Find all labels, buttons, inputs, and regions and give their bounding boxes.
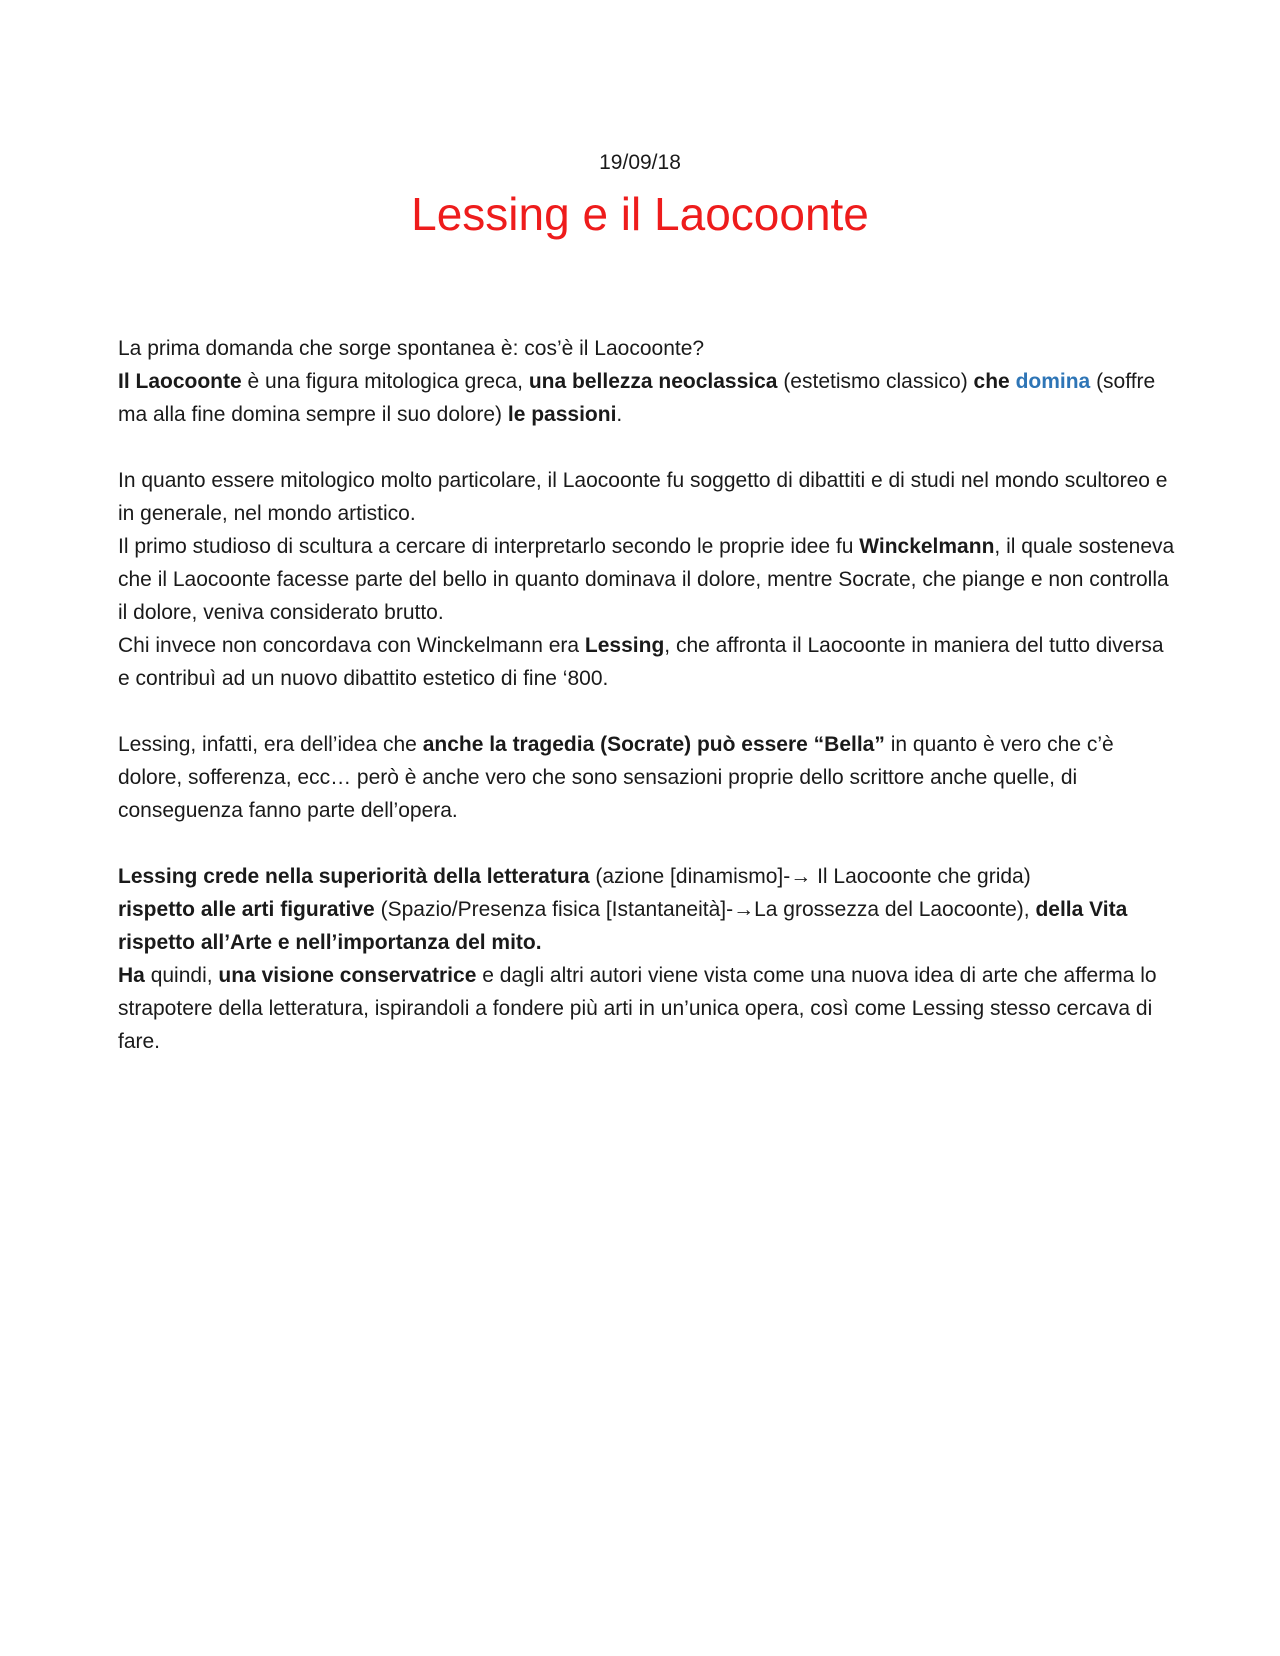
bold-text: che [973,370,1016,393]
text-run: (soffre ma alla fine domina sempre il suo dolore) [118,370,1156,426]
text-run: e dagli altri autori viene vista come una nuova idea di arte che afferma lo strapotere della letteratura, ispirandoli a fondere più arti in un’unica opera, così come Lessing stesso cercava di fare. [118,964,1157,1053]
text-run: (Spazio/Presenza fisica [Istantaneità]-→La grossezza del Laocoonte), [374,898,1036,921]
text-run: è una figura mitologica greca, [241,370,529,393]
paragraph-conservative-vision [118,959,1178,1058]
paragraph-figurative-arts [118,893,1178,959]
bold-text: della Vita rispetto all’Arte e nell’importanza del mito. [118,898,1128,954]
text-run: . [616,403,623,426]
paragraph-debate: In quanto essere mitologico molto particolare, il Laocoonte fu soggetto di dibattiti e di studi nel mondo scultoreo e in generale, nel mondo artistico. [118,469,1168,525]
bold-text: Lessing [584,634,665,657]
document-title: Lessing e il Laocoonte [411,188,869,240]
text-run: (estetismo classico) [777,370,974,393]
paragraph-spacer [118,827,1178,860]
highlight-text: domina [1015,370,1091,393]
bold-text: una bellezza neoclassica [528,370,778,393]
text-run: Il primo studioso di scultura a cercare di interpretarlo secondo le proprie idee fu [118,535,860,558]
text-run: in quanto è vero che c’è dolore, sofferenza, ecc… però è anche vero che sono sensazioni proprie dello scrittore anche quelle, di conseguenza fanno parte dell’opera. [118,733,1114,822]
document-date: 19/09/18 [599,151,681,174]
paragraph-lessing [118,629,1178,695]
bold-text: Winckelmann [859,535,995,558]
bold-text: Ha [118,964,145,987]
text-run: , il quale sosteneva che il Laocoonte facesse parte del bello in quanto dominava il dolore, mentre Socrate, che piange e non controlla il dolore, veniva considerato brutto. [118,535,1175,624]
bold-text: una visione conservatrice [218,964,477,987]
paragraph-winckelmann [118,530,1178,629]
bold-text: Il Laocoonte [118,370,242,393]
text-run: Chi invece non concordava con Winckelmann era [118,634,585,657]
document-body [118,332,1178,1058]
bold-text: anche la tragedia (Socrate) può essere “Bella” [422,733,885,756]
bold-text: rispetto alle arti figurative [118,898,375,921]
text-run: quindi, [144,964,219,987]
paragraph-intro-definition [118,365,1178,431]
paragraph-tragedy [118,728,1178,827]
paragraph-spacer [118,695,1178,728]
text-run: Lessing, infatti, era dell’idea che [118,733,423,756]
text-run: , che affronta il Laocoonte in maniera del tutto diversa e contribuì ad un nuovo dibattito estetico di fine ‘800. [118,634,1164,690]
bold-text: Lessing crede nella superiorità della letteratura [118,865,590,888]
paragraph-intro-question: La prima domanda che sorge spontanea è: cos’è il Laocoonte? [118,337,705,360]
paragraph-literature [118,860,1178,893]
bold-text: le passioni [507,403,617,426]
text-run: (azione [dinamismo]-→ Il Laocoonte che grida) [589,865,1031,888]
paragraph-spacer [118,431,1178,464]
